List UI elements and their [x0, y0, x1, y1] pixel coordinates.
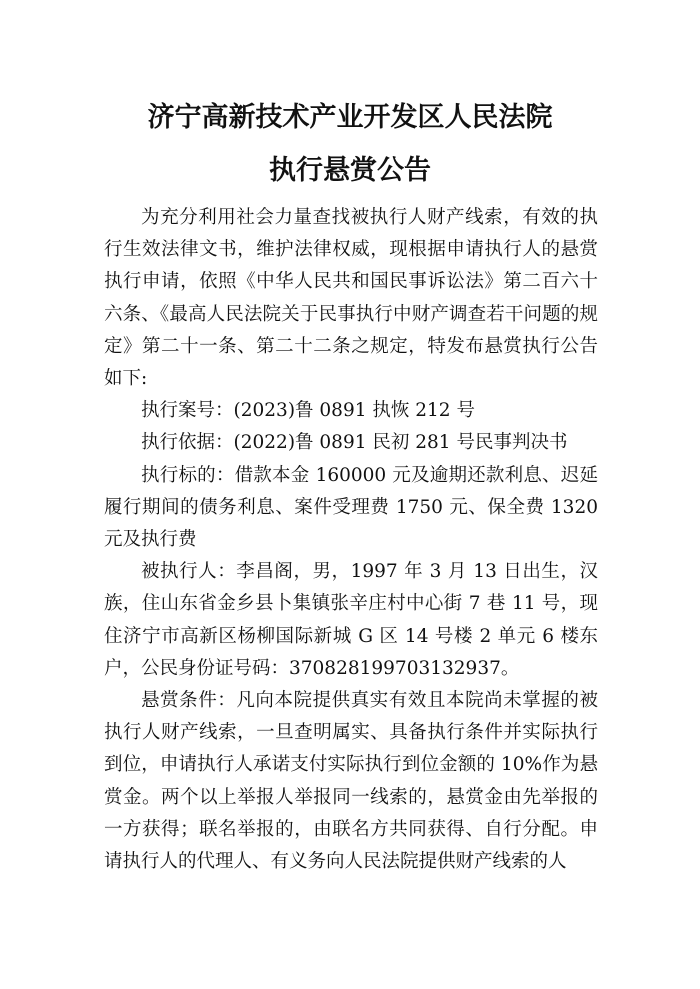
basis-value: (2022)鲁 0891 民初 281 号民事判决书: [233, 432, 568, 454]
subject-paragraph: [104, 460, 598, 557]
basis-paragraph: [104, 427, 598, 459]
document-subtitle: 执行悬赏公告: [269, 155, 431, 186]
reward-conditions-paragraph: [104, 685, 598, 878]
subject-label: 执行标的：: [141, 464, 235, 486]
case-number-paragraph: [104, 395, 598, 427]
announcement-body: [104, 202, 598, 878]
case-number-label: 执行案号：: [141, 400, 234, 422]
basis-label: 执行依据：: [141, 432, 234, 454]
respondent-value: 李昌阁，男，1997 年 3 月 13 日出生，汉族，住山东省金乡县卜集镇张辛庄村中心街 7 巷 11 号，现住济宁市高新区杨柳国际新城 G 区 14 号楼 2 单元 6 楼东户，公民身份证号码：370828199703132937。: [104, 561, 598, 679]
reward-conditions-label: 悬赏条件：: [141, 690, 237, 712]
case-number-value: (2023)鲁 0891 执恢 212 号: [233, 400, 475, 422]
subject-value: 借款本金 160000 元及逾期还款利息、迟延履行期间的债务利息、案件受理费 1750 元、保全费 1320 元及执行费: [104, 464, 598, 551]
respondent-paragraph: [104, 556, 598, 685]
reward-conditions-value: 凡向本院提供真实有效且本院尚未掌握的被执行人财产线索，一旦查明属实、具备执行条件并实际执行到位，申请执行人承诺支付实际执行到位金额的 10%作为悬赏金。两个以上举报人举报同一线索的，悬赏金由先举报的一方获得；联名举报的，由联名方共同获得、自行分配。申请执行人的代理人、有义务向人民法院提供财产线索的人: [104, 690, 598, 873]
respondent-label: 被执行人：: [141, 561, 237, 583]
intro-paragraph: 为充分利用社会力量查找被执行人财产线索，有效的执行生效法律文书，维护法律权威，现根据申请执行人的悬赏执行申请，依照《中华人民共和国民事诉讼法》第二百六十六条、《最高人民法院关于民事执行中财产调查若干问题的规定》第二十一条、第二十二条之规定，特发布悬赏执行公告如下:: [104, 207, 598, 390]
document-title: 济宁高新技术产业开发区人民法院: [147, 102, 553, 133]
